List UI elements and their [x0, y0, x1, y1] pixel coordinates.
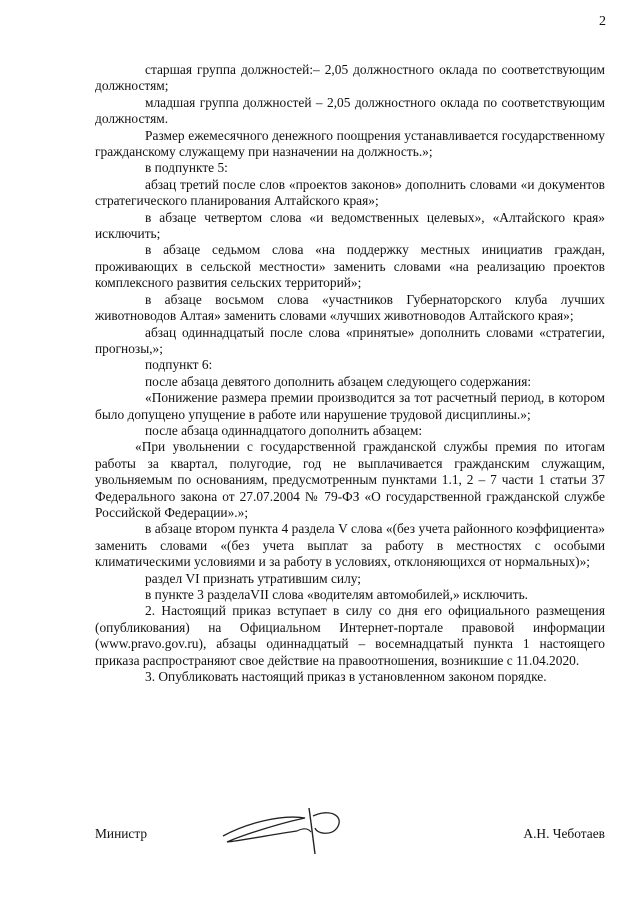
paragraph: в абзаце втором пункта 4 раздела V слова «(без учета районного коэффициента» заменить словами «(без учета выплат за работу в местностях с особыми климатическими условиями и за работу в условиях, отклоняющихся от нормальных)»; — [95, 521, 605, 570]
paragraph: абзац третий после слов «проектов законов» дополнить словами «и документов стратегического планирования Алтайского края»; — [95, 176, 605, 209]
signatory-name: А.Н. Чеботаев — [523, 826, 605, 841]
paragraph: раздел VI признать утратившим силу; — [145, 570, 362, 586]
paragraph: в подпункте 5: — [145, 160, 228, 176]
paragraph: в абзаце седьмом слова «на поддержку местных инициатив граждан, проживающих в сельской местности» заменить словами «на реализацию проектов комплексного развития сельских территорий»; — [95, 242, 605, 291]
paragraph: 3. Опубликовать настоящий приказ в установленном законом порядке. — [145, 669, 547, 685]
paragraph: подпункт 6: — [145, 357, 213, 373]
paragraph: в пункте 3 разделаVII слова «водителям автомобилей,» исключить. — [145, 587, 529, 602]
paragraph: младшая группа должностей – 2,05 должностного оклада по соответствующим должностям. — [95, 94, 605, 127]
paragraph: 2. Настоящий приказ вступает в силу со дня его официального размещения (опубликования) на Официальном Интернет-портале правовой информации (www.pravo.gov.ru), абзацы одиннадцатый – восемнадцатый пункта 1 настоящего приказа распространяют свое действие на правоотношения, возникшие с 11.04.2020. — [95, 603, 605, 668]
paragraph: старшая группа должностей:– 2,05 должностного оклада по соответствующим должностям; — [95, 62, 605, 94]
paragraph: в абзаце четвертом слова «и ведомственных целевых», «Алтайского края» исключить; — [95, 209, 605, 242]
paragraph: «Понижение размера премии производится за тот расчетный период, в котором было допущено упущение в работе или нарушение трудовой дисциплины.»; — [95, 390, 605, 422]
document-body — [95, 62, 605, 685]
page-number: 2 — [599, 14, 606, 29]
paragraph: «При увольнении с государственной гражданской службы премия по итогам работы за квартал, полугодие, год не выплачивается гражданским служащим, увольняемым по основаниям, предусмотренным пунктами 1.1, 2 – 7 части 1 статьи 37 Федерального закона от 27.07.2004 № 79-ФЗ «О государственной гражданской службе Российской Федерации».»; — [95, 439, 605, 520]
signature-block — [95, 820, 605, 860]
signatory-title: Министр — [95, 826, 148, 841]
paragraph: абзац одиннадцатый после слова «принятые» дополнить словами «стратегии, прогнозы,»; — [95, 324, 605, 356]
handwritten-signature — [205, 798, 375, 858]
paragraph: после абзаца девятого дополнить абзацем следующего содержания: — [145, 373, 532, 389]
paragraph: Размер ежемесячного денежного поощрения устанавливается государственному гражданскому служащему при назначении на должность.»; — [95, 127, 605, 160]
paragraph: после абзаца одиннадцатого дополнить абзацем: — [145, 422, 423, 438]
paragraph: в абзаце восьмом слова «участников Губернаторского клуба лучших животноводов Алтая» заменить словами «лучших животноводов Алтайского края»; — [95, 291, 605, 324]
